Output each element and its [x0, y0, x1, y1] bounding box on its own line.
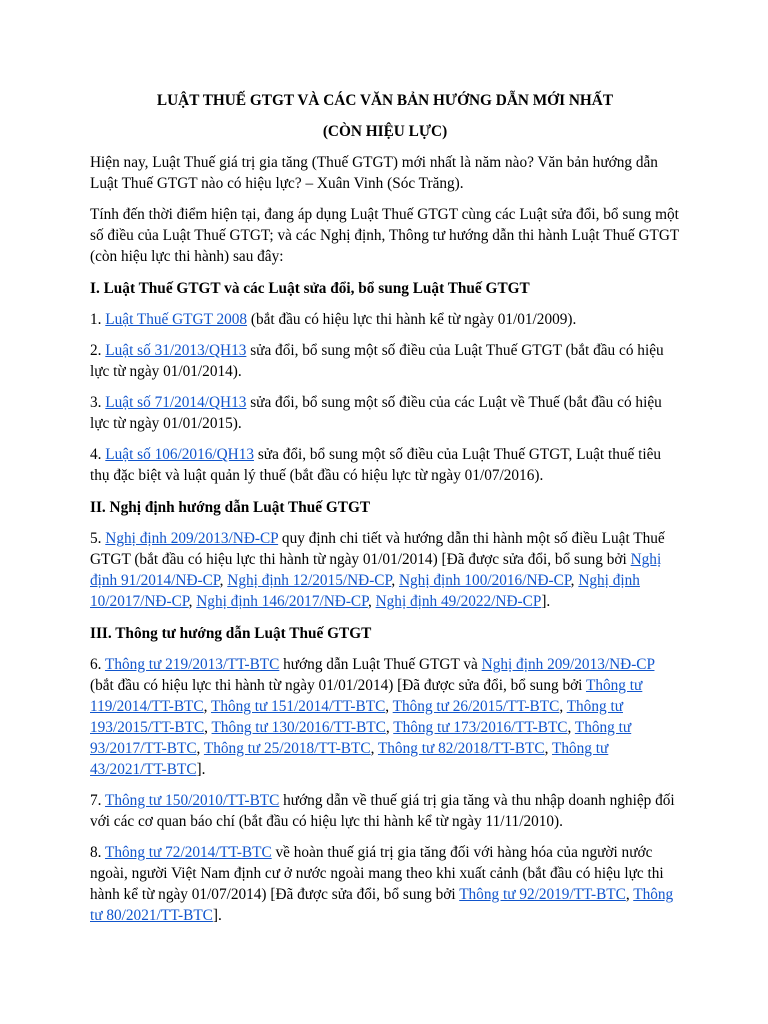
- circular-link-72-2014[interactable]: Thông tư 72/2014/TT-BTC: [105, 844, 272, 861]
- document-title: LUẬT THUẾ GTGT VÀ CÁC VĂN BẢN HƯỚNG DẪN MỚI NHẤT: [156, 92, 614, 109]
- item-number: 3.: [90, 394, 106, 411]
- list-item-7: [90, 790, 680, 832]
- decree-link-209-2013[interactable]: Nghị định 209/2013/NĐ-CP: [105, 530, 279, 547]
- list-item-5: [90, 528, 680, 612]
- intro-question: Hiện nay, Luật Thuế giá trị gia tăng (Thuế GTGT) mới nhất là năm nào? Văn bản hướng dẫn Luật Thuế GTGT nào có hiệu lực? – Xuân Vinh (Sóc Trăng).: [90, 154, 658, 192]
- circular-link-82-2018[interactable]: Thông tư 82/2018/TT-BTC: [377, 740, 545, 757]
- item-number: 6.: [90, 656, 106, 673]
- item-end: ].: [196, 761, 206, 778]
- list-item-4: [90, 444, 680, 486]
- separator: ,: [559, 698, 567, 715]
- item-text: sửa đổi, bổ sung một số điều của các Luật về Thuế (bắt đầu có hiệu lực từ ngày 01/01/2015).: [90, 394, 662, 432]
- decree-link-10-2017[interactable]: Nghị định 10/2017/NĐ-CP: [90, 572, 640, 610]
- item-end: ].: [541, 593, 551, 610]
- item-text: hướng dẫn Luật Thuế GTGT và: [279, 656, 482, 673]
- law-link-gtgt-2008[interactable]: Luật Thuế GTGT 2008: [105, 311, 248, 328]
- circular-link-93-2017[interactable]: Thông tư 93/2017/TT-BTC: [90, 719, 632, 757]
- law-link-106-2016[interactable]: Luật số 106/2016/QH13: [105, 446, 255, 463]
- section-heading-laws: I. Luật Thuế GTGT và các Luật sửa đổi, bổ sung Luật Thuế GTGT: [90, 280, 530, 297]
- circular-link-119-2014[interactable]: Thông tư 119/2014/TT-BTC: [90, 677, 643, 715]
- item-text: về hoàn thuế giá trị gia tăng đối với hàng hóa của người nước ngoài, người Việt Nam định cư ở nước ngoài mang theo khi xuất cảnh (bắt đầu có hiệu lực thi hành kể từ ngày 01/07/2014) [Đã được sửa đổi, bổ sung bởi: [90, 844, 664, 903]
- list-item-2: [90, 340, 680, 382]
- circular-link-150-2010[interactable]: Thông tư 150/2010/TT-BTC: [105, 792, 280, 809]
- circular-link-193-2015[interactable]: Thông tư 193/2015/TT-BTC: [90, 698, 623, 736]
- circular-link-25-2018[interactable]: Thông tư 25/2018/TT-BTC: [203, 740, 371, 757]
- separator: ,: [544, 740, 552, 757]
- item-text: sửa đổi, bổ sung một số điều của Luật Thuế GTGT (bắt đầu có hiệu lực từ ngày 01/01/2014).: [90, 342, 664, 380]
- intro-answer: Tính đến thời điểm hiện tại, đang áp dụng Luật Thuế GTGT cùng các Luật sửa đổi, bổ sung một số điều của Luật Thuế GTGT; và các Nghị định, Thông tư hướng dẫn thi hành Luật Thuế GTGT (còn hiệu lực thi hành) sau đây:: [90, 206, 679, 265]
- list-item-1: [90, 309, 680, 330]
- separator: ,: [367, 593, 376, 610]
- law-link-71-2014[interactable]: Luật số 71/2014/QH13: [105, 394, 247, 411]
- law-link-31-2013[interactable]: Luật số 31/2013/QH13: [105, 342, 247, 359]
- circular-link-43-2021[interactable]: Thông tư 43/2021/TT-BTC: [90, 740, 609, 778]
- decree-link-209-2013-ref[interactable]: Nghị định 209/2013/NĐ-CP: [481, 656, 655, 673]
- item-number: 5.: [90, 530, 106, 547]
- separator: ,: [567, 719, 575, 736]
- item-end: ].: [212, 907, 222, 924]
- item-text: sửa đổi, bổ sung một số điều của Luật Thuế GTGT, Luật thuế tiêu thụ đặc biệt và luật quản lý thuế (bắt đầu có hiệu lực từ ngày 01/07/2016).: [90, 446, 662, 484]
- separator: ,: [370, 740, 378, 757]
- document-subtitle: (CÒN HIỆU LỰC): [322, 123, 448, 140]
- decree-link-91-2014[interactable]: Nghị định 91/2014/NĐ-CP: [90, 551, 662, 589]
- list-item-8: [90, 842, 680, 926]
- decree-link-100-2016[interactable]: Nghị định 100/2016/NĐ-CP: [398, 572, 571, 589]
- item-number: 7.: [90, 792, 106, 809]
- list-item-3: [90, 392, 680, 434]
- item-number: 1.: [90, 311, 106, 328]
- circular-link-173-2016[interactable]: Thông tư 173/2016/TT-BTC: [393, 719, 568, 736]
- separator: ,: [570, 572, 579, 589]
- list-item-6: [90, 654, 680, 780]
- section-heading-decrees: II. Nghị định hướng dẫn Luật Thuế GTGT: [90, 499, 371, 516]
- item-text: (bắt đầu có hiệu lực thi hành kể từ ngày 01/01/2009).: [247, 311, 577, 328]
- separator: ,: [188, 593, 197, 610]
- separator: ,: [625, 886, 634, 903]
- decree-link-12-2015[interactable]: Nghị định 12/2015/NĐ-CP: [227, 572, 392, 589]
- separator: ,: [219, 572, 228, 589]
- item-number: 2.: [90, 342, 106, 359]
- separator: ,: [203, 698, 211, 715]
- circular-link-92-2019[interactable]: Thông tư 92/2019/TT-BTC: [459, 886, 626, 903]
- item-text: hướng dẫn về thuế giá trị gia tăng và thu nhập doanh nghiệp đối với các cơ quan báo chí (bắt đầu có hiệu lực thi hành kể từ ngày 11/11/2010).: [90, 792, 675, 830]
- circular-link-151-2014[interactable]: Thông tư 151/2014/TT-BTC: [210, 698, 386, 715]
- item-number: 4.: [90, 446, 106, 463]
- decree-link-146-2017[interactable]: Nghị định 146/2017/NĐ-CP: [196, 593, 368, 610]
- decree-link-49-2022[interactable]: Nghị định 49/2022/NĐ-CP: [375, 593, 542, 610]
- circular-link-26-2015[interactable]: Thông tư 26/2015/TT-BTC: [392, 698, 560, 715]
- separator: ,: [385, 698, 393, 715]
- separator: ,: [196, 740, 204, 757]
- separator: ,: [385, 719, 394, 736]
- item-text: quy định chi tiết và hướng dẫn thi hành một số điều Luật Thuế GTGT (bắt đầu có hiệu lực thi hành từ ngày 01/01/2014) [Đã được sửa đổi, bổ sung bởi: [90, 530, 665, 568]
- item-number: 8.: [90, 844, 106, 861]
- item-text: (bắt đầu có hiệu lực thi hành từ ngày 01/01/2014) [Đã được sửa đổi, bổ sung bởi: [90, 677, 586, 694]
- circular-link-130-2016[interactable]: Thông tư 130/2016/TT-BTC: [211, 719, 386, 736]
- section-heading-circulars: III. Thông tư hướng dẫn Luật Thuế GTGT: [90, 625, 372, 642]
- circular-link-219-2013[interactable]: Thông tư 219/2013/TT-BTC: [105, 656, 280, 673]
- circular-link-80-2021[interactable]: Thông tư 80/2021/TT-BTC: [90, 886, 674, 924]
- separator: ,: [204, 719, 212, 736]
- separator: ,: [391, 572, 399, 589]
